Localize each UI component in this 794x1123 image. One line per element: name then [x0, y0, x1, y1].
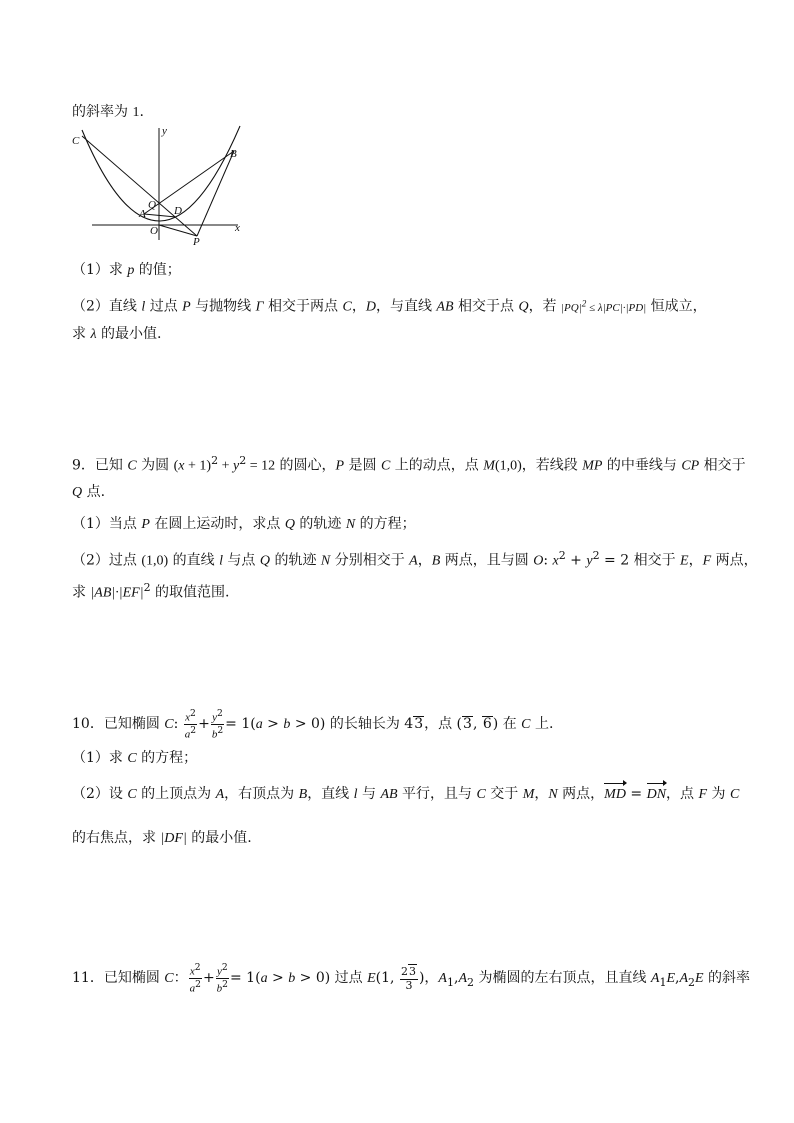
parabola-curve — [82, 126, 240, 221]
label-Q: Q — [148, 199, 156, 211]
line-AD — [144, 214, 176, 217]
label-y: y — [162, 125, 167, 137]
p10-question-2-line1: （2）设 C 的上顶点为 A，右顶点为 B，直线 l 与 AB 平行，且与 C 交于 M，N 两点，MD = DN，点 F 为 C — [72, 784, 739, 805]
p11-stem: 11．已知椭圆 C： $\frac{x^2}{a^2}$ + $\frac{y^2}{b^2}$ = 1(a > b > 0) 过点 E(1, $\frac{23}{3}$ )，$A_1,A_2$ 为椭圆的左右顶点，且直线 $A_1E,A_2E$ 的斜率 — [72, 962, 751, 995]
p10-question-2-line2: 的右焦点，求 |DF| 的最小值. — [72, 830, 252, 846]
label-B: B — [230, 148, 237, 160]
label-D: D — [174, 205, 182, 217]
p8-question-2-line2: 求 λ 的最小值. — [72, 326, 162, 342]
parabola-figure — [72, 124, 252, 246]
p9-question-1: （1）当点 P 在圆上运动时，求点 Q 的轨迹 N 的方程； — [72, 516, 416, 532]
p9-stem-line1: 9．已知 C 为圆 $(x + 1)^2 + y^2 = 12$ 的圆心，P 是圆 C 上的动点，点 M(1,0)，若线段 MP 的中垂线与 CP 相交于 — [72, 454, 746, 474]
p8-question-1: （1）求 p 的值； — [72, 262, 181, 278]
label-A: A — [139, 208, 146, 220]
p9-question-2-line2: 求 $|AB|\cdot|EF|^2$ 的取值范围. — [72, 581, 230, 601]
label-C: C — [72, 135, 80, 147]
p8-slope-text: 的斜率为 1. — [72, 104, 144, 120]
label-O: O — [150, 225, 158, 237]
p9-question-2-line1: （2）过点 (1,0) 的直线 l 与点 Q 的轨迹 N 分别相交于 A，B 两点，且与圆 O: $x^2 + y^2 = 2$ 相交于 E，F 两点， — [72, 549, 758, 569]
line-CP — [82, 136, 197, 236]
label-P: P — [193, 236, 200, 246]
p8-question-2-line1: （2）直线 l 过点 P 与抛物线 Γ 相交于两点 C，D，与直线 AB 相交于点 Q，若 $|PQ|^2 \le \lambda|PC|\cdot|PD|$ 恒成立， — [72, 298, 707, 315]
p9-stem-line2: Q 点. — [72, 484, 106, 500]
p10-question-1: （1）求 C 的方程； — [72, 750, 198, 766]
label-x: x — [235, 222, 240, 234]
p10-stem: 10．已知椭圆 C: $\frac{x^2}{a^2}$ + $\frac{y^2}{b^2}$ = 1(a > b > 0) 的长轴长为 43，点 (3, 6) 在 C 上. — [72, 708, 554, 741]
